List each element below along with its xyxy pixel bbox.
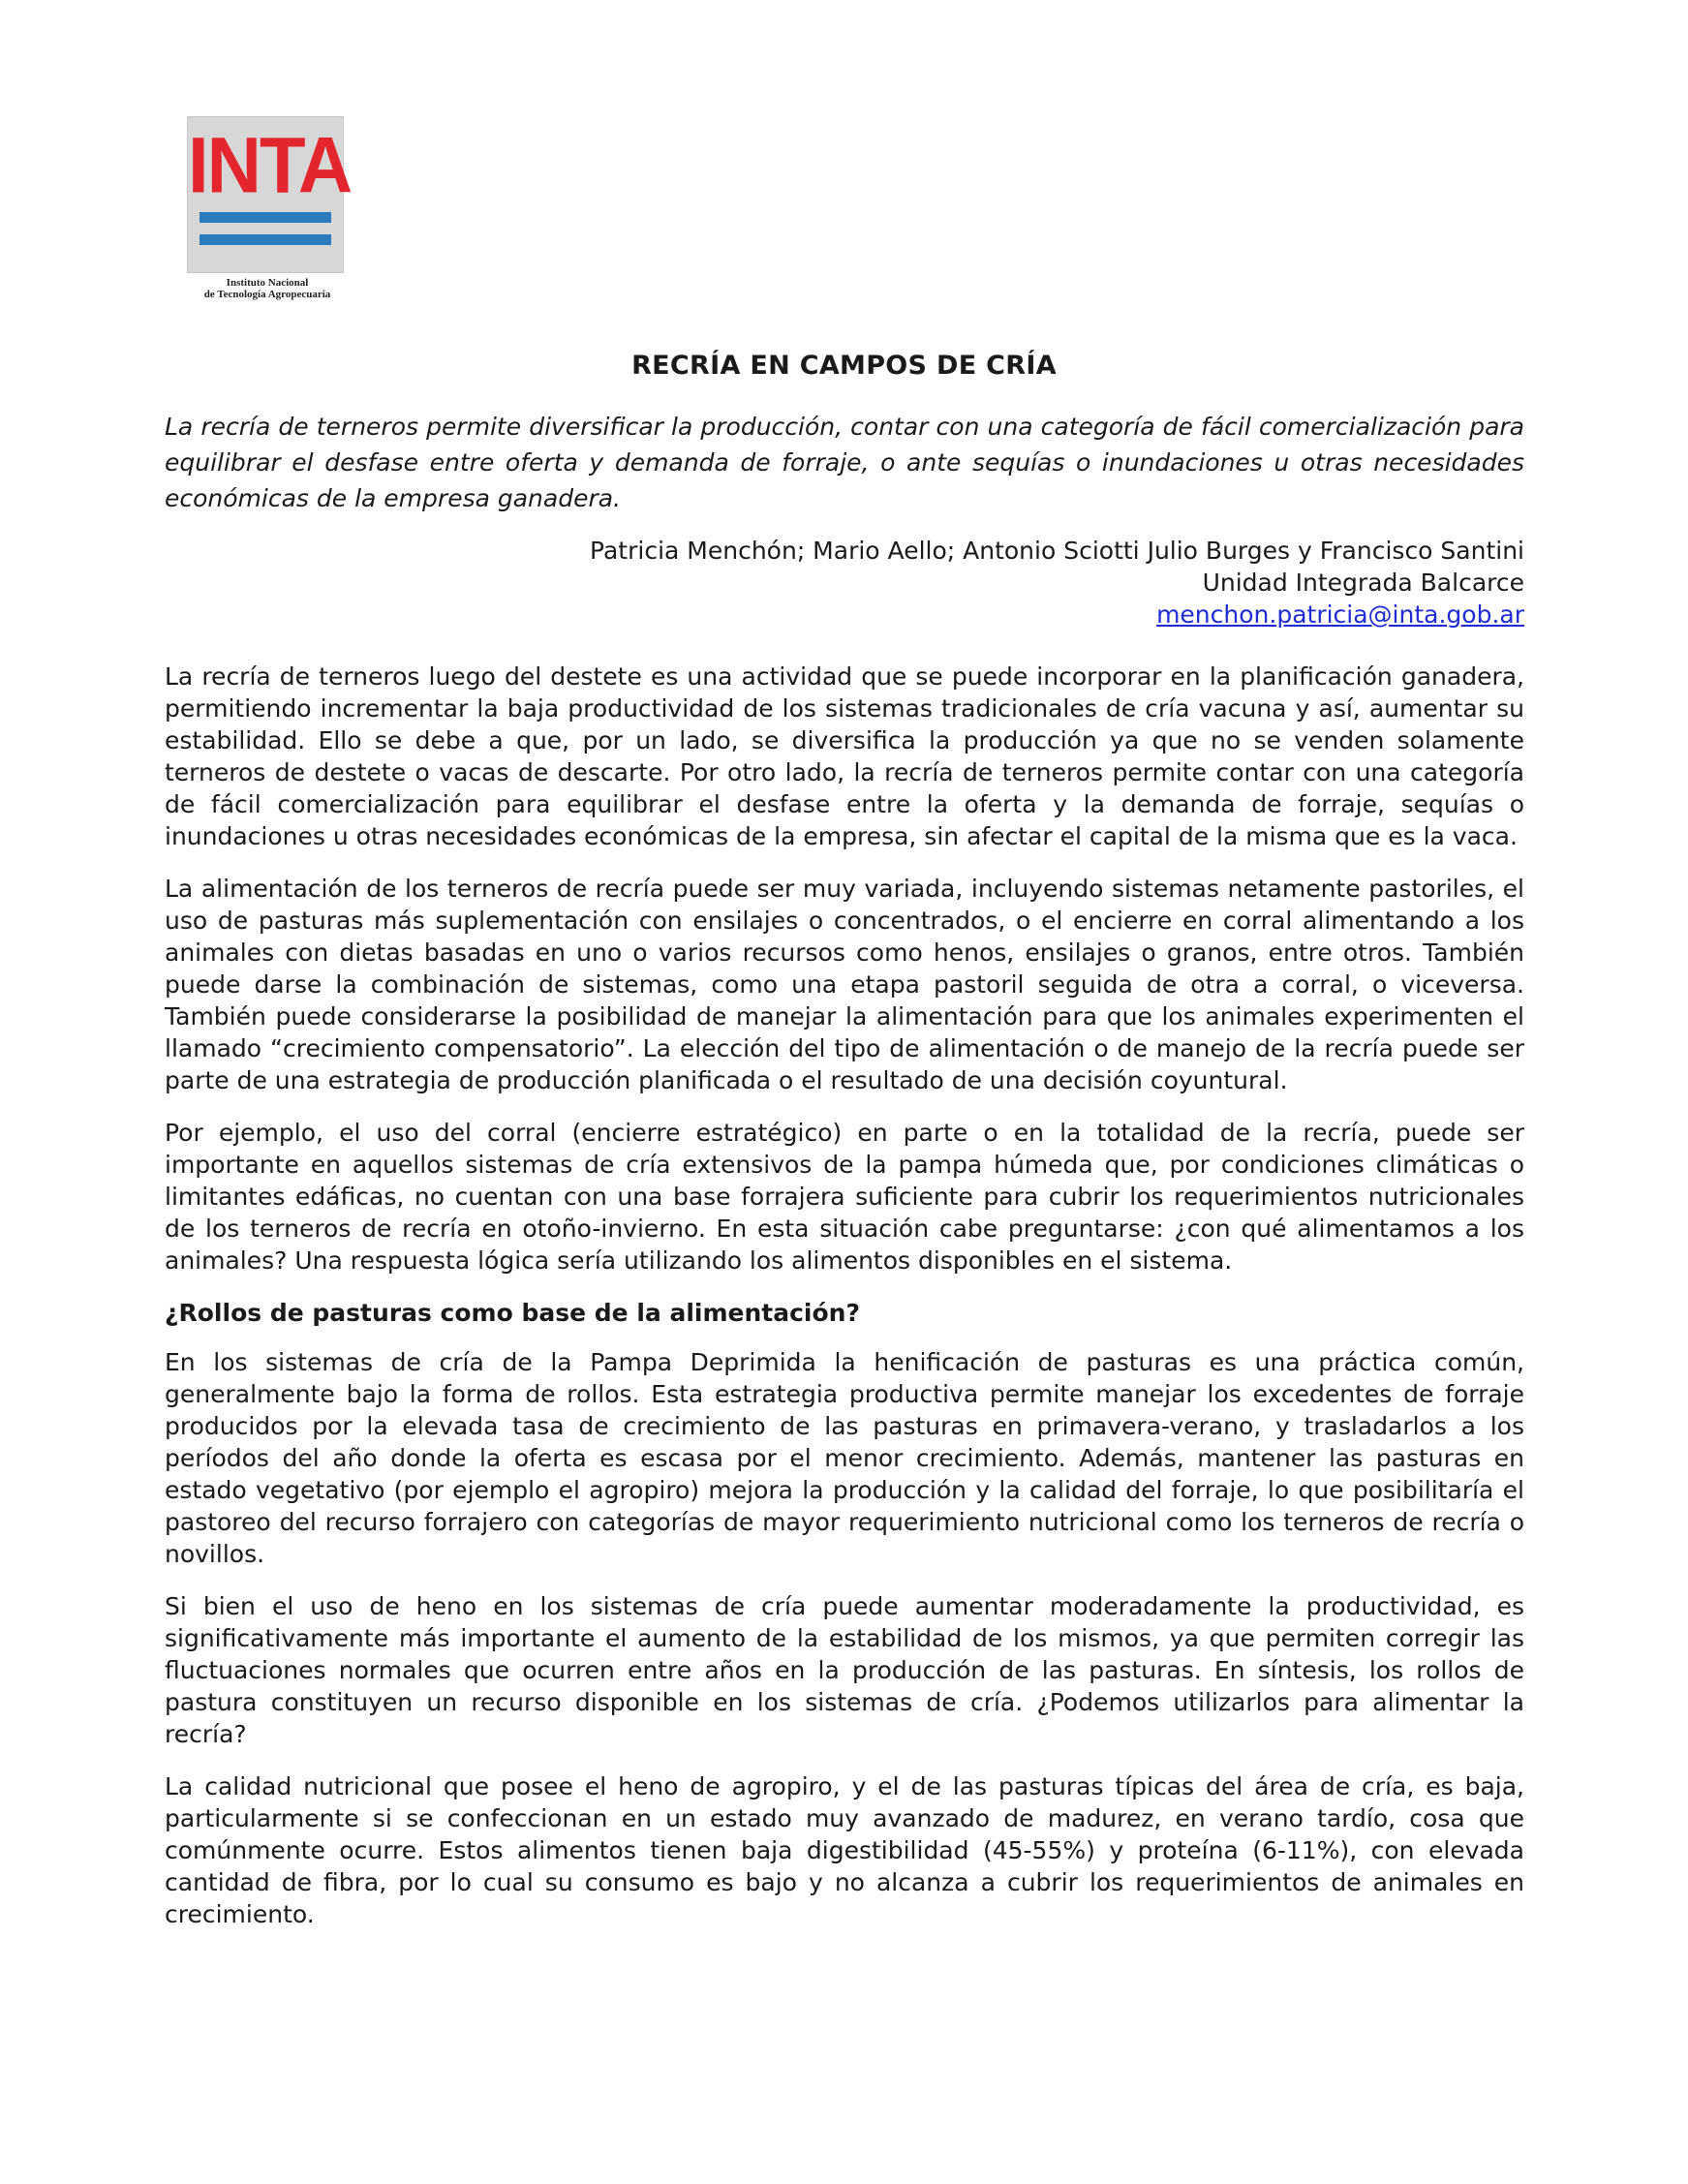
logo-stripe-top — [199, 212, 331, 223]
logo-stripe-bottom — [199, 234, 331, 245]
author-block — [590, 535, 1524, 631]
article-body — [165, 661, 1524, 1951]
section-heading: ¿Rollos de pasturas como base de la alimentación? — [165, 1299, 860, 1327]
paragraph-2: La alimentación de los terneros de recría puede ser muy variada, incluyendo sistemas netamente pastoriles, el uso de pasturas más suplementación con ensilajes o concentrados, o el encierre en corral alimentando a los animales con dietas basadas en uno o varios recursos como henos, ensilajes o granos, entre otros. También puede darse la combinación de sistemas, como una etapa pastoril seguida de otra a corral, o viceversa. También puede considerarse la posibilidad de manejar la alimentación para que los animales experimenten el llamado “crecimiento compensatorio”. La elección del tipo de alimentación o de manejo de la recría puede ser parte de una estrategia de producción planificada o el resultado de una decisión coyuntural. — [165, 875, 1524, 1094]
logo-caption-line2: de Tecnología Agropecuaria — [203, 289, 331, 300]
paragraph-6: La calidad nutricional que posee el heno de agropiro, y el de las pasturas típicas del área de cría, es baja, particularmente si se confeccionan en un estado muy avanzado de madurez, en verano tardío, cosa que comúnmente ocurre. Estos alimentos tienen baja digestibilidad (45-55%) y proteína (6-11%), con elevada cantidad de fibra, por lo cual su consumo es bajo y no alcanza a cubrir los requerimientos de animales en crecimiento. — [165, 1772, 1524, 1928]
logo-caption — [187, 277, 348, 300]
logo-emblem — [187, 116, 352, 273]
author-email-link[interactable]: menchon.patricia@inta.gob.ar — [1156, 600, 1524, 629]
paragraph-1: La recría de terneros luego del destete es una actividad que se puede incorporar en la planificación ganadera, permitiendo incrementar la baja productividad de los sistemas tradicionales de cría vacuna y así, aumentar su estabilidad. Ello se debe a que, por un lado, se diversifica la producción ya que no se venden solamente terneros de destete o vacas de descarte. Por otro lado, la recría de terneros permite contar con una categoría de fácil comercialización para equilibrar el desfase entre la oferta y la demanda de forraje, sequías o inundaciones u otras necesidades económicas de la empresa, sin afectar el capital de la misma que es la vaca. — [165, 662, 1524, 850]
document-title: RECRÍA EN CAMPOS DE CRÍA — [631, 351, 1057, 381]
paragraph-3: Por ejemplo, el uso del corral (encierre estratégico) en parte o en la totalidad de la recría, puede ser importante en aquellos sistemas de cría extensivos de la pampa húmeda que, por condiciones climáticas o limitantes edáficas, no cuentan con una base forrajera suficiente para cubrir los requerimientos nutricionales de los terneros de recría en otoño-invierno. En esta situación cabe preguntarse: ¿con qué alimentamos a los animales? Una respuesta lógica sería utilizando los alimentos disponibles en el sistema. — [165, 1119, 1524, 1275]
inta-logo — [187, 116, 352, 300]
paragraph-4: En los sistemas de cría de la Pampa Deprimida la henificación de pasturas es una práctica común, generalmente bajo la forma de rollos. Esta estrategia productiva permite manejar los excedentes de forraje producidos por la elevada tasa de crecimiento de las pasturas en primavera-verano, y trasladarlos a los períodos del año donde la oferta es escasa por el menor crecimiento. Además, mantener las pasturas en estado vegetativo (por ejemplo el agropiro) mejora la producción y la calidad del forraje, lo que posibilitaría el pastoreo del recurso forrajero con categorías de mayor requerimiento nutricional como los terneros de recría o novillos. — [165, 1348, 1524, 1568]
logo-wordmark: INTA — [188, 119, 352, 210]
paragraph-5: Si bien el uso de heno en los sistemas de cría puede aumentar moderadamente la productividad, es significativamente más importante el aumento de la estabilidad de los mismos, ya que permiten corregir las fluctuaciones normales que ocurren entre años en la producción de las pasturas. En síntesis, los rollos de pastura constituyen un recurso disponible en los sistemas de cría. ¿Podemos utilizarlos para alimentar la recría? — [165, 1592, 1524, 1748]
author-names: Patricia Menchón; Mario Aello; Antonio Sciotti Julio Burges y Francisco Santini — [590, 537, 1524, 565]
author-unit: Unidad Integrada Balcarce — [1202, 569, 1524, 597]
logo-caption-line1: Instituto Nacional — [226, 277, 309, 289]
abstract: La recría de terneros permite diversificar la producción, contar con una categoría de fácil comercialización para equilibrar el desfase entre oferta y demanda de forraje, o ante sequías o inundaciones u otras necesidades económicas de la empresa ganadera. — [165, 413, 1524, 512]
